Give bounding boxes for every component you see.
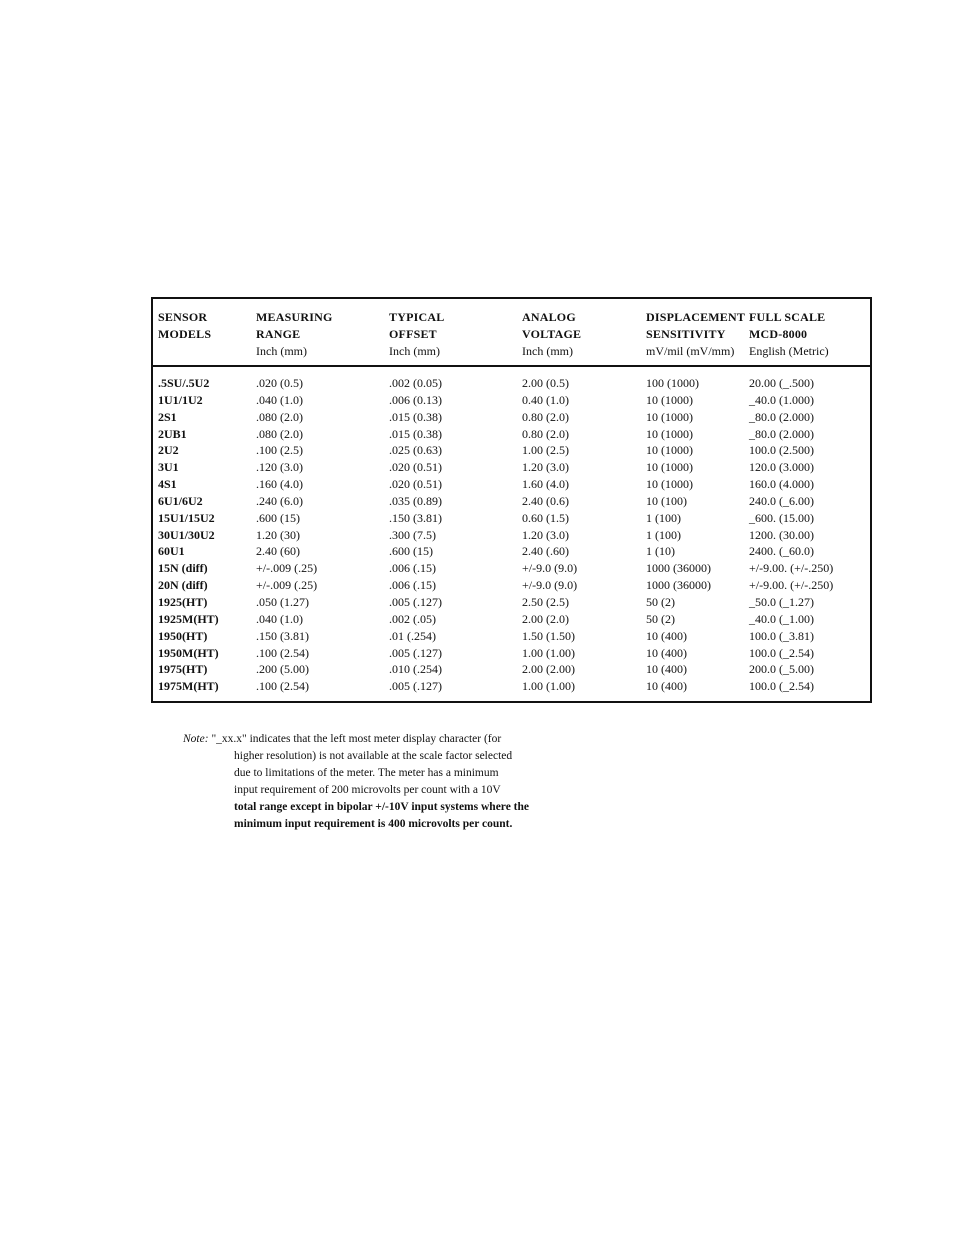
cell-sensor-model: 20N (diff) [158, 578, 208, 593]
cell-displacement-sensitivity: 10 (400) [646, 628, 687, 643]
cell-analog-voltage: 2.00 (2.0) [522, 611, 569, 626]
cell-analog-voltage: +/-9.0 (9.0) [522, 561, 578, 576]
cell-measuring-range: .040 (1.0) [256, 611, 303, 626]
cell-measuring-range: .200 (5.00) [256, 662, 309, 677]
cell-analog-voltage: 1.20 (3.0) [522, 527, 569, 542]
cell-measuring-range: .080 (2.0) [256, 426, 303, 441]
header-line3: English (Metric) [749, 344, 829, 358]
note-line-2: higher resolution) is not available at the scale factor selected [234, 750, 513, 762]
cell-sensor-model: 60U1 [158, 544, 185, 559]
cell-full-scale: _40.0 (1.000) [749, 392, 814, 407]
cell-sensor-model: 1U1/1U2 [158, 392, 203, 407]
header-line1: MEASURING [256, 310, 333, 324]
table-row [153, 577, 870, 594]
cell-typical-offset: .006 (.15) [389, 561, 436, 576]
cell-sensor-model: 15U1/15U2 [158, 510, 215, 525]
cell-full-scale: 1200. (30.00) [749, 527, 814, 542]
cell-displacement-sensitivity: 10 (400) [646, 662, 687, 677]
note-line-5: total range except in bipolar +/-10V input systems where the [234, 801, 530, 813]
cell-full-scale: 20.00 (_.500) [749, 376, 814, 390]
cell-displacement-sensitivity: 100 (1000) [646, 376, 699, 390]
table-row [153, 527, 870, 544]
cell-full-scale: 100.0 (2.500) [749, 443, 814, 458]
cell-measuring-range: .600 (15) [256, 510, 300, 525]
cell-full-scale: _80.0 (2.000) [749, 409, 814, 424]
table-row [153, 476, 870, 493]
cell-displacement-sensitivity: 10 (100) [646, 493, 687, 508]
header-line2: MODELS [158, 327, 212, 341]
cell-analog-voltage: 1.00 (1.00) [522, 645, 575, 660]
cell-analog-voltage: 1.60 (4.0) [522, 477, 569, 492]
table-row [153, 543, 870, 560]
header-line3: Inch (mm) [389, 344, 440, 358]
table-row [153, 645, 870, 662]
cell-analog-voltage: 1.20 (3.0) [522, 460, 569, 475]
cell-displacement-sensitivity: 10 (1000) [646, 426, 693, 441]
table-row [153, 493, 870, 510]
cell-full-scale: +/-9.00. (+/-.250) [749, 561, 834, 576]
note-line-1 [183, 731, 583, 748]
cell-full-scale: 100.0 (_2.54) [749, 645, 814, 660]
cell-typical-offset: .015 (0.38) [389, 426, 442, 441]
cell-typical-offset: .150 (3.81) [389, 510, 442, 525]
cell-sensor-model: 1975(HT) [158, 662, 208, 677]
cell-measuring-range: .100 (2.54) [256, 645, 309, 660]
cell-measuring-range: +/-.009 (.25) [256, 561, 318, 576]
cell-typical-offset: .020 (0.51) [389, 460, 442, 475]
header-analog-voltage [522, 309, 581, 360]
cell-full-scale: +/-9.00. (+/-.250) [749, 578, 834, 593]
table-row [153, 442, 870, 459]
cell-measuring-range: .120 (3.0) [256, 460, 303, 475]
cell-analog-voltage: 2.40 (0.6) [522, 493, 569, 508]
table-row [153, 426, 870, 443]
cell-sensor-model: 1925(HT) [158, 594, 208, 609]
cell-measuring-range: .050 (1.27) [256, 594, 309, 609]
cell-typical-offset: .002 (0.05) [389, 376, 442, 390]
cell-typical-offset: .010 (.254) [389, 662, 442, 677]
header-line2: MCD-8000 [749, 327, 808, 341]
table-row [153, 392, 870, 409]
cell-sensor-model: 2U2 [158, 443, 179, 458]
cell-analog-voltage: 0.80 (2.0) [522, 426, 569, 441]
cell-displacement-sensitivity: 10 (1000) [646, 443, 693, 458]
cell-full-scale: 200.0 (_5.00) [749, 662, 814, 677]
header-line1: FULL SCALE [749, 310, 826, 324]
table-row [153, 611, 870, 628]
cell-measuring-range: .040 (1.0) [256, 392, 303, 407]
cell-sensor-model: 1975M(HT) [158, 679, 219, 694]
cell-full-scale: 240.0 (_6.00) [749, 493, 814, 508]
cell-measuring-range: 1.20 (30) [256, 527, 300, 542]
cell-sensor-model: 4S1 [158, 477, 177, 492]
header-divider [153, 365, 870, 367]
cell-measuring-range: .100 (2.5) [256, 443, 303, 458]
note-line-4: input requirement of 200 microvolts per count with a 10V [234, 784, 501, 796]
cell-typical-offset: .002 (.05) [389, 611, 436, 626]
cell-full-scale: 2400. (_60.0) [749, 544, 814, 559]
cell-typical-offset: .600 (15) [389, 544, 433, 559]
cell-full-scale: 100.0 (_2.54) [749, 679, 814, 694]
cell-sensor-model: 15N (diff) [158, 561, 208, 576]
cell-displacement-sensitivity: 1000 (36000) [646, 561, 711, 576]
table-row [153, 409, 870, 426]
cell-displacement-sensitivity: 10 (1000) [646, 460, 693, 475]
header-line3: Inch (mm) [522, 344, 573, 358]
cell-typical-offset: .035 (0.89) [389, 493, 442, 508]
cell-analog-voltage: 0.60 (1.5) [522, 510, 569, 525]
cell-displacement-sensitivity: 10 (400) [646, 645, 687, 660]
cell-displacement-sensitivity: 1 (100) [646, 510, 681, 525]
cell-typical-offset: .006 (.15) [389, 578, 436, 593]
cell-displacement-sensitivity: 10 (400) [646, 679, 687, 694]
header-line2: VOLTAGE [522, 327, 582, 341]
cell-typical-offset: .006 (0.13) [389, 392, 442, 407]
cell-sensor-model: .5SU/.5U2 [158, 376, 210, 390]
table-row [153, 510, 870, 527]
cell-typical-offset: .025 (0.63) [389, 443, 442, 458]
header-line1: ANALOG [522, 310, 576, 324]
cell-typical-offset: .005 (.127) [389, 594, 442, 609]
cell-typical-offset: .005 (.127) [389, 645, 442, 660]
table-row [153, 560, 870, 577]
table-row [153, 628, 870, 645]
cell-measuring-range: .150 (3.81) [256, 628, 309, 643]
header-typical-offset [389, 309, 444, 360]
cell-full-scale: _40.0 (_1.00) [749, 611, 814, 626]
cell-displacement-sensitivity: 1000 (36000) [646, 578, 711, 593]
cell-full-scale: 100.0 (_3.81) [749, 628, 814, 643]
cell-measuring-range: .080 (2.0) [256, 409, 303, 424]
cell-typical-offset: .005 (.127) [389, 679, 442, 694]
header-line2: RANGE [256, 327, 301, 341]
cell-sensor-model: 1950M(HT) [158, 645, 219, 660]
header-line2: OFFSET [389, 327, 437, 341]
cell-typical-offset: .01 (.254) [389, 628, 436, 643]
cell-analog-voltage: 2.50 (2.5) [522, 594, 569, 609]
cell-measuring-range: .020 (0.5) [256, 376, 303, 390]
cell-measuring-range: .240 (6.0) [256, 493, 303, 508]
cell-sensor-model: 6U1/6U2 [158, 493, 203, 508]
cell-measuring-range: 2.40 (60) [256, 544, 300, 559]
table-row [153, 375, 870, 392]
cell-sensor-model: 1925M(HT) [158, 611, 219, 626]
header-sensor-models [158, 309, 211, 343]
table-row [153, 661, 870, 678]
header-line2: SENSITIVITY [646, 327, 726, 341]
cell-displacement-sensitivity: 10 (1000) [646, 477, 693, 492]
cell-displacement-sensitivity: 10 (1000) [646, 392, 693, 407]
table-row [153, 594, 870, 611]
header-full-scale [749, 309, 829, 360]
cell-full-scale: _80.0 (2.000) [749, 426, 814, 441]
cell-displacement-sensitivity: 1 (100) [646, 527, 681, 542]
cell-analog-voltage: 2.00 (0.5) [522, 376, 569, 390]
header-line1: TYPICAL [389, 310, 445, 324]
cell-measuring-range: .100 (2.54) [256, 679, 309, 694]
cell-analog-voltage: 0.80 (2.0) [522, 409, 569, 424]
cell-displacement-sensitivity: 50 (2) [646, 594, 675, 609]
note-label: Note: [183, 733, 209, 745]
cell-sensor-model: 30U1/30U2 [158, 527, 215, 542]
cell-analog-voltage: +/-9.0 (9.0) [522, 578, 578, 593]
header-line1: SENSOR [158, 310, 208, 324]
sensor-specs-table [151, 297, 872, 703]
cell-displacement-sensitivity: 1 (10) [646, 544, 675, 559]
note-line-3: due to limitations of the meter. The meter has a minimum [234, 767, 499, 779]
cell-measuring-range: +/-.009 (.25) [256, 578, 318, 593]
header-measuring-range [256, 309, 332, 360]
cell-displacement-sensitivity: 50 (2) [646, 611, 675, 626]
cell-analog-voltage: 1.00 (2.5) [522, 443, 569, 458]
header-line3: Inch (mm) [256, 344, 307, 358]
cell-analog-voltage: 1.00 (1.00) [522, 679, 575, 694]
note-line-6: minimum input requirement is 400 microvolts per count. [234, 818, 513, 830]
cell-typical-offset: .015 (0.38) [389, 409, 442, 424]
cell-analog-voltage: 2.40 (.60) [522, 544, 569, 559]
table-row [153, 678, 870, 695]
cell-sensor-model: 3U1 [158, 460, 179, 475]
table-note [183, 731, 583, 833]
cell-typical-offset: .300 (7.5) [389, 527, 436, 542]
cell-sensor-model: 1950(HT) [158, 628, 208, 643]
table-row [153, 459, 870, 476]
cell-sensor-model: 2S1 [158, 409, 177, 424]
cell-full-scale: 160.0 (4.000) [749, 477, 814, 492]
cell-sensor-model: 2UB1 [158, 426, 187, 441]
cell-full-scale: _600. (15.00) [749, 510, 814, 525]
cell-analog-voltage: 1.50 (1.50) [522, 628, 575, 643]
header-displacement-sensitivity [646, 309, 745, 360]
table-body [153, 375, 870, 695]
cell-typical-offset: .020 (0.51) [389, 477, 442, 492]
note-text-1: "_xx.x" indicates that the left most meter display character (for [208, 733, 502, 745]
cell-displacement-sensitivity: 10 (1000) [646, 409, 693, 424]
cell-analog-voltage: 0.40 (1.0) [522, 392, 569, 407]
cell-measuring-range: .160 (4.0) [256, 477, 303, 492]
header-line3: mV/mil (mV/mm) [646, 344, 735, 358]
header-line1: DISPLACEMENT [646, 310, 746, 324]
cell-full-scale: 120.0 (3.000) [749, 460, 814, 475]
cell-analog-voltage: 2.00 (2.00) [522, 662, 575, 677]
cell-full-scale: _50.0 (_1.27) [749, 594, 814, 609]
